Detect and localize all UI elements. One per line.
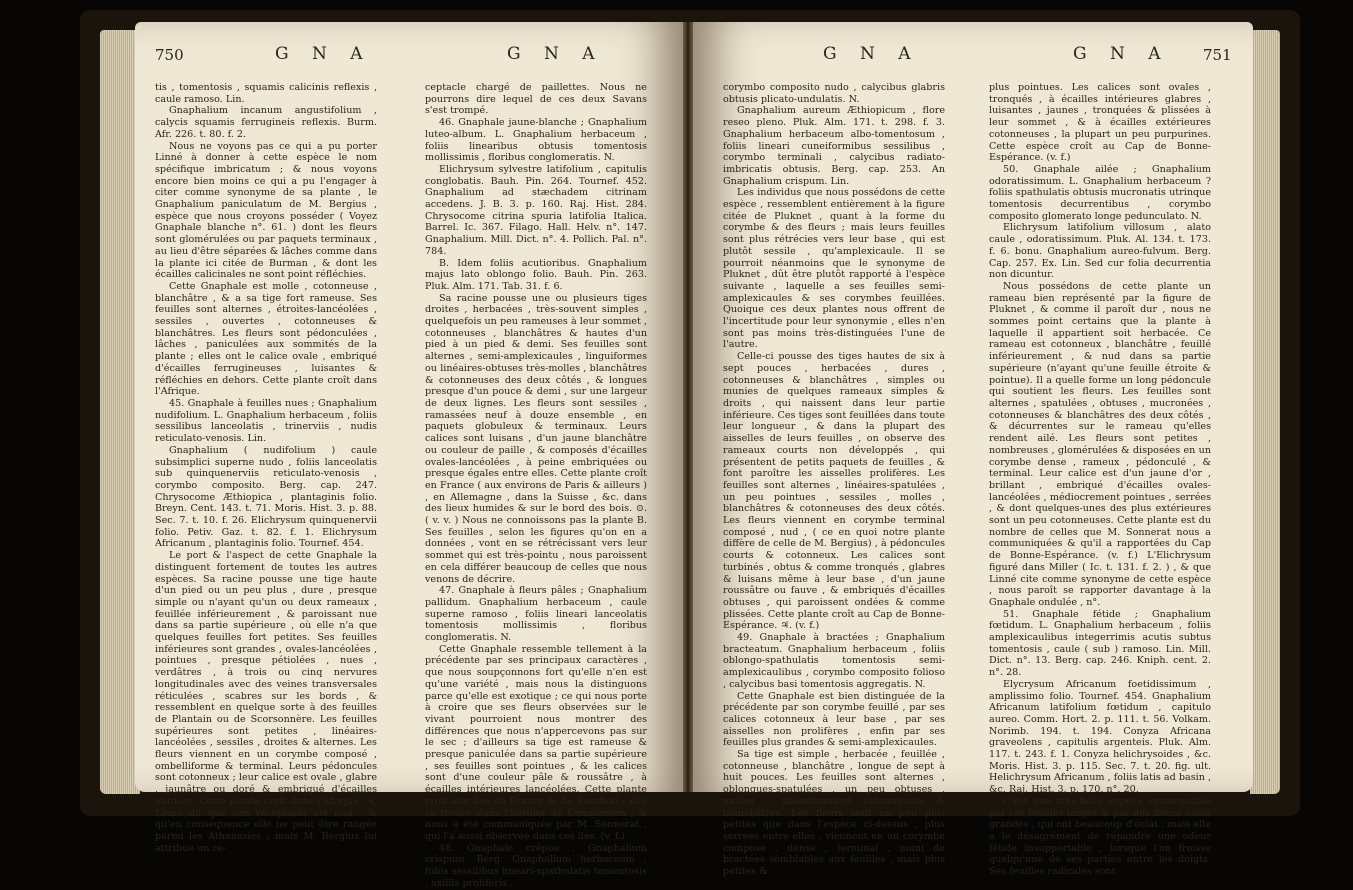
paragraph: 48. Gnaphale crêpue ; Gnaphalium crispum. Berg. Gnaphalium herbaceum , foliis sessilibus lineari-spathulatis tomentosis , axillis proliferis ,: [425, 842, 647, 889]
paragraph: Gnaphalium ( nudifolium ) caule subsimplici superne nudo , foliis lanceolatis sub quinquenerviis reticulato-venosis , corymbo composito. Berg. cap. 247. Chrysocome Æthiopica , plantaginis folio. Breyn. Cent. 143. t. 71. Moris. Hist. 3. p. 88. Sec. 7. t. 10. f. 26. Elichrysum quinquenervii folio. Petiv. Gaz. t. 82. f. 1. Elichrysum Africanum , plantaginis folio. Tournef. 454.: [155, 444, 377, 550]
paragraph: Nous ne voyons pas ce qui a pu porter Linné à donner à cette espèce le nom spécifique imbricatum ; & nous voyons encore bien moins ce qui a pu l'engager à citer comme synonyme de sa plante , le Gnaphalium paniculatum de M. Bergius , espèce que nous croyons posséder ( Voyez Gnaphale blanche n°. 61. ) dont les fleurs sont glomérulées ou par paquets terminaux , au lieu d'être séparées & lâches comme dans la plante ici citée de Burman , & dont les écailles calicinales ne sont point réfléchies.: [155, 140, 377, 281]
paragraph: 50. Gnaphale ailée ; Gnaphalium odoratissimum. L. Gnaphalium herbaceum ? foliis spathulatis obtusis mucronatis utrinque tomentosis decurrentibus , corymbo composito glomerato longe pedunculato. N.: [989, 163, 1211, 222]
paragraph: C'est une très-belle espèce remarquable par ses feuilles larges & par des fleurs assez grandes , qui ont beaucoup d'éclat ; mais elle a le désagrément de répandre une odeur fétide insupportable , lorsque l'on froisse quelqu'une de ses parties entre les doigts. Ses feuilles radicales sont: [989, 795, 1211, 878]
paragraph: Nous possédons de cette plante un rameau bien représenté par la figure de Pluknet , & comme il paroît dur , nous ne sommes point certains que la plante à laquelle il appartient soit herbacée. Ce rameau est cotonneux , blanchâtre , feuillé inférieurement , & nud dans sa partie supérieure (n'ayant qu'une feuille étroite & pointue). Il a quelle forme un long pédoncule qui soutient les fleurs. Les feuilles sont alternes , spatulées , obtuses , mucronées , cotonneuses & blanchâtres des deux côtés , & décurrentes sur le rameau qu'elles rendent ailé. Les fleurs sont petites , nombreuses , glomérulées & disposées en un corymbe dense , rameux , pédonculé , & terminal. Leur calice est d'un jaune d'or , brillant , embriqué d'écailles ovales-lancéolées , médiocrement pointues , serrées , & dont quelques-unes des plus extérieures sont un peu cotonneuses. Cette plante est du nombre de celles que M. Sonnerat nous a communiquées & qu'il a rapportées du Cap de Bonne-Espérance. (v. f.) L'Elichrysum figuré dans Miller ( Ic. t. 131. f. 2. ) , & que Linné cite comme synonyme de cette espèce , nous paroît se rapporter davantage à la Gnaphale ondulée , n°.: [989, 280, 1211, 608]
paragraph: plus pointues. Les calices sont ovales , tronqués , à écailles intérieures glabres , luisantes , jaunes , tronquées & plissées à leur sommet , & à écailles extérieures cotonneuses , la plupart un peu purpurines. Cette espèce croît au Cap de Bonne-Espérance. (v. f.): [989, 82, 1211, 164]
left-page: [135, 22, 683, 889]
left-page-number: 750: [155, 46, 184, 64]
right-page-number: 751: [1203, 46, 1232, 64]
paragraph: corymbo composito nudo , calycibus glabris obtusis plicato-undulatis. N.: [723, 82, 945, 105]
right-column-2: [989, 82, 1211, 878]
paragraph: 46. Gnaphale jaune-blanche ; Gnaphalium luteo-album. L. Gnaphalium herbaceum , foliis linearibus obtusis tomentosis mollissimis , floribus conglomeratis. N.: [425, 117, 647, 164]
page-edges-right: [1250, 30, 1280, 794]
paragraph: Gnaphalium aureum Æthiopicum , flore reseo pleno. Pluk. Alm. 171. t. 298. f. 3. Gnaphalium herbaceum albo-tomentosum , foliis lineari cuneiformibus sessilibus , corymbo terminali , calycibus radiato-imbricatis obtusis. Berg. cap. 253. An Gnaphalium crispum. Lin.: [723, 105, 945, 187]
paragraph: Gnaphalium incanum angustifolium , calycis squamis ferrugineis reflexis. Burm. Afr. 226. t. 80. f. 2.: [155, 105, 377, 140]
right-running-head-2: G N A: [1073, 44, 1170, 64]
paragraph: 47. Gnaphale à fleurs pâles ; Gnaphalium pallidum. Gnaphalium herbaceum , caule superne ramoso , foliis lineari lanceolatis tomentosis mollissimis , floribus conglomeratis. N.: [425, 585, 647, 644]
paragraph: Cette Gnaphale est bien distinguée de la précédente par son corymbe feuillé , par ses calices cotonneux à leur base , par ses aisselles non prolifères , enfin par ses feuilles plus grandes & semi-amplexicaules.: [723, 690, 945, 749]
right-column-1: [723, 82, 945, 878]
paragraph: Cette Gnaphale est molle , cotonneuse , blanchâtre , & a sa tige fort rameuse. Ses feuilles sont alternes , étroites-lancéolées , sessiles , ouvertes , cotonneuses & blanchâtres. Les fleurs sont pédonculées , lâches , paniculées aux sommités de la plante ; elles ont le calice ovale , embriqué d'écailles ferrugineuses , luisantes & réfléchies en dehors. Cette plante croît dans l'Afrique.: [155, 280, 377, 398]
paragraph: Elycrysum Africanum foetidissimum , amplissimo folio. Tournef. 454. Gnaphalium Africanum latifolium fœtidum , capitulo aureo. Comm. Hort. 2. p. 111. t. 56. Volkam. Norimb. 194. t. 194. Conyza Africana graveolens , capitulis argenteis. Pluk. Alm. 117. t. 243. f. 1. Conyza helichrysoides , &c. Moris. Hist. 3. p. 115. Sec. 7. t. 20. fig. ult. Helichrysum Africanum , foliis latis ad basin , &c. Raj. Hist. 3. p. 170. n°. 20.: [989, 678, 1211, 796]
paragraph: Celle-ci pousse des tiges hautes de six à sept pouces , herbacées , dures , cotonneuses & blanchâtres , simples ou munies de quelques rameaux simples & droits , qui naissent dans leur partie inférieure. Ces tiges sont feuillées dans toute leur longueur , & dans la plupart des aisselles de leurs feuilles , on observe des rameaux courts non développés , qui présentent de petits paquets de feuilles , & font paroître les aisselles prolifères. Les feuilles sont alternes , linéaires-spatulées , un peu pointues , sessiles , molles , blanchâtres & cotonneuses des deux côtés. Les fleurs viennent en corymbe terminal composé , nud , ( ce en quoi notre plante diffère de celle de M. Bergius) , à pédoncules courts & cotonneux. Les calices sont turbinés , obtus & comme tronqués , glabres & luisans même à leur base , d'un jaune roussâtre ou fauve , & embriqués d'écailles obtuses , qui paroissent ondées & comme plissées. Cette plante croît au Cap de Bonne-Espérance. ♃. (v. f.): [723, 351, 945, 632]
book-gutter: [683, 22, 693, 792]
paragraph: Cette Gnaphale ressemble tellement à la précédente par ses principaux caractères , que nous soupçonnons fort qu'elle n'en est qu'une variété , mais nous la distinguons parce qu'elle est exotique ; ce qui nous porte à croire que ses fleurs observées sur le vivant pourroient nous montrer des différences que nous n'appercevons pas sur le sec ; d'ailleurs sa tige est rameuse & presque paniculée dans sa partie supérieure , ses feuilles sont pointues , & les calices sont d'une couleur pâle & roussâtre , à écailles intérieures lancéolées. Cette plante croît aux îles de France & de Bourbon ; elle se trouve dans l'herbier de Commerson , & nous a été communiquée par M. Sonnerat , qui l'a aussi observée dans ces îles. (v. f.): [425, 643, 647, 842]
paragraph: ceptacle chargé de paillettes. Nous ne pourrons dire lequel de ces deux Savans s'est trompé.: [425, 82, 647, 117]
left-running-head-1: G N A: [275, 44, 372, 64]
right-page-header: [693, 44, 1253, 70]
paragraph: Sa racine pousse une ou plusieurs tiges droites , herbacées , très-souvent simples , quelquefois un peu rameuses à leur sommet , cotonneuses , blanchâtres & hautes d'un pied à un pied & demi. Ses feuilles sont alternes , semi-amplexicaules , linguiformes ou linéaires-obtuses très-molles , blanchâtres & cotonneuses des deux côtés , & longues presque d'un pouce & demi , sur une largeur de deux lignes. Les fleurs sont sessiles , ramassées neuf à douze ensemble , en paquets globuleux & terminaux. Leurs calices sont luisans , d'un jaune blanchâtre ou couleur de paille , & composés d'écailles ovales-lancéolées , à peine embriquées ou presque égales entre elles. Cette plante croît en France ( aux environs de Paris & ailleurs ) , en Allemagne , dans la Suisse , &c. dans des lieux humides & sur le bord des bois. ⊙. ( v. v. ) Nous ne connoissons pas la plante B. Ses feuilles , selon les figures qu'on en a données , vont en se rétrécissant vers leur sommet qui est très-pointu , nous paroissent en cela différer beaucoup de celles que nous venons de décrire.: [425, 292, 647, 585]
paragraph: Les individus que nous possédons de cette espèce , ressemblent entièrement à la figure citée de Pluknet , quant à la forme du corymbe & des fleurs ; mais leurs feuilles sont plus rétrécies vers leur base , qui est plutôt sessile , qu'amplexicaule. Il se pourroit néanmoins que le synonyme de Pluknet , dût être plutôt rapporté à l'espèce suivante , laquelle a ses feuilles semi-amplexicaules & ses corymbes feuillées. Quoique ces deux plantes nous offrent de l'incertitude pour leur synonymie , elles n'en sont pas moins très-distinguées l'une de l'autre.: [723, 187, 945, 351]
paragraph: Sa tige est simple , herbacée , feuillée , cotonneuse , blanchâtre , longue de sept à huit pouces. Les feuilles sont alternes , oblongues-spatulées , un peu obtuses , molles , abondamment cotonneuses & blanchâtres. Les fleurs sont un peu plus petites que dans l'espèce ci-dessus , plus serrées entre elles , viennent en un corymbe composé , dense , terminal , muni de bractées semblables aux feuilles , mais plus petites &: [723, 749, 945, 878]
paragraph: Elichrysum sylvestre latifolium , capitulis conglobatis. Bauh. Pin. 264. Tournef. 452. Gnaphalium ad stæchadem citrinam accedens. J. B. 3. p. 160. Raj. Hist. 284. Chrysocome citrina spuria latifolia Italica. Barrel. Ic. 367. Filago. Hall. Helv. n°. 147. Gnaphalium. Mill. Dict. n°. 4. Pollich. Pal. n°. 784.: [425, 163, 647, 257]
left-page-header: [135, 44, 683, 70]
paragraph: 51. Gnaphale fétide ; Gnaphalium fœtidum. L. Gnaphalium herbaceum , foliis amplexicaulibus integerrimis acutis subtus tomentosis , caule ( sub ) ramoso. Lin. Mill. Dict. n°. 13. Berg. cap. 246. Kniph. cent. 2. n°. 28.: [989, 608, 1211, 679]
page-edges-left: [100, 30, 140, 794]
paragraph: Le port & l'aspect de cette Gnaphale la distinguent fortement de toutes les autres espèces. Sa racine pousse une tige haute d'un pied ou un peu plus , dure , presque simple ou n'ayant qu'un ou deux rameaux , feuillée inférieurement , & paroissant nue dans sa partie supérieure , où elle n'a que quelques feuilles fort petites. Ses feuilles inférieures sont grandes , ovales-lancéolées , pointues , presque pétiolées , nues , verdâtres , à trois ou cinq nervures longitudinales avec des veines transversales réticulées , scabres sur les bords , & ressemblent en quelque sorte à des feuilles de Plantain ou de Scorsonnère. Les feuilles supérieures sont petites , linéaires-lancéolées , sessiles , droites & alternes. Les fleurs viennent en un corymbe composé , ombelliforme & terminal. Leurs pédoncules sont cotonneux ; leur calice est ovale , glabre , jaunâtre ou doré & embriqué d'écailles obtuses. Cette plante croît dans l'Afrique. ♃. Linné dit que son réceptacle est nud , & qu'en conséquence elle ne peut être rangée parmi les Athanasies ; mais M. Bergius lui attribue un ré-: [155, 550, 377, 854]
right-running-head-1: G N A: [823, 44, 920, 64]
paragraph: 49. Gnaphale à bractées ; Gnaphalium bracteatum. Gnaphalium herbaceum , foliis oblongo-spathulatis tomentosis semi-amplexicaulibus , corymbo composito folioso , calycibus basi tomentosis aggregatis. N.: [723, 632, 945, 690]
paragraph: B. Idem foliis acutioribus. Gnaphalium majus lato oblongo folio. Bauh. Pin. 263. Pluk. Alm. 171. Tab. 31. f. 6.: [425, 257, 647, 292]
paragraph: 45. Gnaphale à feuilles nues ; Gnaphalium nudifolium. L. Gnaphalium herbaceum , foliis sessilibus lanceolatis , trinerviis , nudis reticulato-venosis. Lin.: [155, 397, 377, 445]
right-page: [693, 22, 1253, 878]
paragraph: Elichrysum latifolium villosum , alato caule , odoratissimum. Pluk. Al. 134. t. 173. f. 6. bonu. Gnaphalium aureo-fulvum. Berg. Cap. 257. Ex. Lin. Sed cur folia decurrentia non dicuntur.: [989, 222, 1211, 281]
left-column-1: [155, 82, 377, 854]
paragraph: tis , tomentosis , squamis calicinis reflexis , caule ramoso. Lin.: [155, 82, 377, 105]
left-running-head-2: G N A: [507, 44, 604, 64]
left-column-2: [425, 82, 647, 890]
